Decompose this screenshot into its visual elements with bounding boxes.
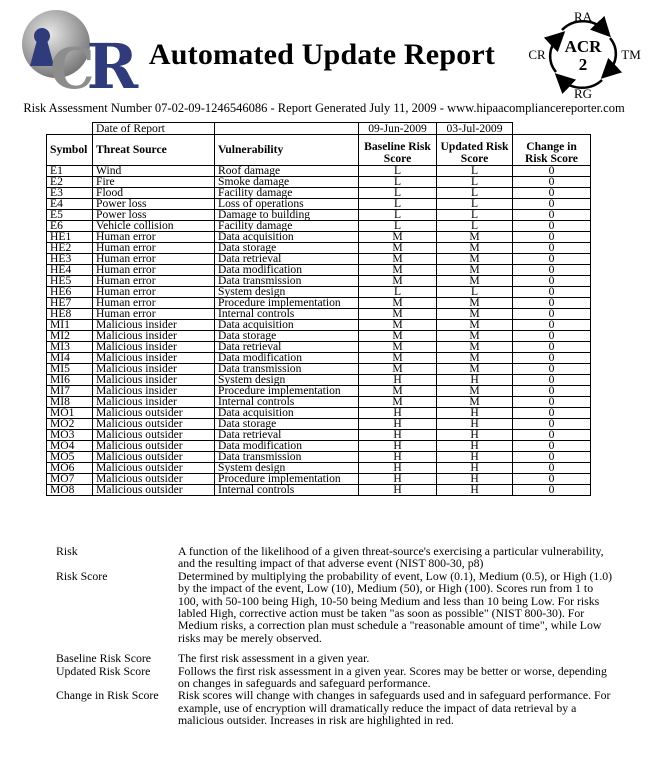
vulnerability-cell: Data transmission xyxy=(215,276,359,287)
updated-score-cell: M xyxy=(437,386,513,397)
change-score-cell: 0 xyxy=(513,177,591,188)
vulnerability-cell: Damage to building xyxy=(215,210,359,221)
updated-score-cell: H xyxy=(437,463,513,474)
vulnerability-cell: Data storage xyxy=(215,243,359,254)
vulnerability-cell: Procedure implementation xyxy=(215,474,359,485)
risk-table xyxy=(46,122,591,496)
symbol-cell: MO7 xyxy=(47,474,93,485)
updated-score-cell: M xyxy=(437,331,513,342)
vulnerability-cell: Data modification xyxy=(215,265,359,276)
symbol-cell: MO1 xyxy=(47,408,93,419)
updated-score-cell: M xyxy=(437,265,513,276)
symbol-cell: MO2 xyxy=(47,419,93,430)
symbol-cell: E4 xyxy=(47,199,93,210)
keyhole-logo-icon xyxy=(12,4,139,103)
symbol-cell: HE6 xyxy=(47,287,93,298)
change-score-cell: 0 xyxy=(513,188,591,199)
logo-left-label: CR xyxy=(528,47,546,62)
vulnerability-cell: Procedure implementation xyxy=(215,386,359,397)
definition-term: Baseline Risk Score xyxy=(56,651,152,666)
change-score-cell: 0 xyxy=(513,221,591,232)
definition-item xyxy=(56,689,616,726)
change-score-cell: 0 xyxy=(513,397,591,408)
baseline-score-cell: L xyxy=(359,210,437,221)
logo-right-label: TM xyxy=(621,47,641,62)
updated-score-cell: M xyxy=(437,298,513,309)
vulnerability-cell: Internal controls xyxy=(215,309,359,320)
updated-score-cell: L xyxy=(437,210,513,221)
symbol-cell: MI1 xyxy=(47,320,93,331)
change-score-cell: 0 xyxy=(513,430,591,441)
definition-text: Follows the first risk assessment in a given year. Scores may be better or worse, depending on changes in safeguards and safeguard performance. xyxy=(178,663,607,691)
vulnerability-cell: Data modification xyxy=(215,441,359,452)
updated-score-cell: H xyxy=(437,485,513,496)
vulnerability-cell: Data storage xyxy=(215,419,359,430)
symbol-cell: MI6 xyxy=(47,375,93,386)
threat-source-cell: Human error xyxy=(93,265,215,276)
updated-score-cell: H xyxy=(437,375,513,386)
updated-score-cell: L xyxy=(437,166,513,177)
updated-date: 03-Jul-2009 xyxy=(437,123,513,135)
baseline-score-cell: M xyxy=(359,243,437,254)
symbol-cell: E6 xyxy=(47,221,93,232)
baseline-score-cell: H xyxy=(359,474,437,485)
vulnerability-cell: Data transmission xyxy=(215,364,359,375)
col-vulnerability: Vulnerability xyxy=(215,135,359,166)
col-change: Change in Risk Score xyxy=(513,135,591,166)
symbol-cell: MO8 xyxy=(47,485,93,496)
definition-item xyxy=(56,665,616,690)
threat-source-cell: Malicious insider xyxy=(93,342,215,353)
baseline-score-cell: H xyxy=(359,441,437,452)
vulnerability-cell: Data retrieval xyxy=(215,430,359,441)
symbol-cell: MO3 xyxy=(47,430,93,441)
baseline-score-cell: M xyxy=(359,309,437,320)
baseline-score-cell: H xyxy=(359,408,437,419)
change-score-cell: 0 xyxy=(513,199,591,210)
symbol-cell: MI8 xyxy=(47,397,93,408)
symbol-cell: HE8 xyxy=(47,309,93,320)
definition-text: The first risk assessment in a given year. xyxy=(178,651,370,666)
threat-source-cell: Power loss xyxy=(93,199,215,210)
logo-bottom-label: RG xyxy=(573,86,593,101)
vulnerability-cell: Data acquisition xyxy=(215,320,359,331)
threat-source-cell: Malicious outsider xyxy=(93,430,215,441)
threat-source-cell: Human error xyxy=(93,243,215,254)
change-score-cell: 0 xyxy=(513,342,591,353)
baseline-score-cell: L xyxy=(359,177,437,188)
report-subtitle: Risk Assessment Number 07-02-09-1246546086 - Report Generated July 11, 2009 - www.hipaacompliancereporter.com xyxy=(23,101,625,115)
logo-center-label: ACR xyxy=(564,37,602,56)
updated-score-cell: L xyxy=(437,177,513,188)
baseline-score-cell: H xyxy=(359,485,437,496)
baseline-score-cell: H xyxy=(359,430,437,441)
page-title: Automated Update Report xyxy=(148,38,496,71)
threat-source-cell: Human error xyxy=(93,276,215,287)
symbol-cell: HE2 xyxy=(47,243,93,254)
header-row xyxy=(47,135,591,166)
vulnerability-cell: Loss of operations xyxy=(215,199,359,210)
threat-source-cell: Vehicle collision xyxy=(93,221,215,232)
vulnerability-cell: Data storage xyxy=(215,331,359,342)
change-score-cell: 0 xyxy=(513,232,591,243)
baseline-score-cell: M xyxy=(359,342,437,353)
threat-source-cell: Malicious outsider xyxy=(93,452,215,463)
threat-source-cell: Malicious outsider xyxy=(93,408,215,419)
threat-source-cell: Malicious insider xyxy=(93,386,215,397)
threat-source-cell: Wind xyxy=(93,166,215,177)
definition-item xyxy=(56,545,616,570)
symbol-cell: MO4 xyxy=(47,441,93,452)
threat-source-cell: Malicious insider xyxy=(93,364,215,375)
change-score-cell: 0 xyxy=(513,331,591,342)
symbol-cell: MI4 xyxy=(47,353,93,364)
date-row xyxy=(47,123,591,135)
change-score-cell: 0 xyxy=(513,309,591,320)
baseline-score-cell: M xyxy=(359,320,437,331)
updated-score-cell: L xyxy=(437,221,513,232)
change-score-cell: 0 xyxy=(513,320,591,331)
change-score-cell: 0 xyxy=(513,419,591,430)
threat-source-cell: Malicious insider xyxy=(93,353,215,364)
threat-source-cell: Malicious outsider xyxy=(93,485,215,496)
symbol-cell: MI5 xyxy=(47,364,93,375)
definitions xyxy=(56,545,616,727)
threat-source-cell: Malicious insider xyxy=(93,331,215,342)
baseline-score-cell: M xyxy=(359,364,437,375)
table-row xyxy=(47,166,591,177)
vulnerability-cell: Smoke damage xyxy=(215,177,359,188)
updated-score-cell: M xyxy=(437,232,513,243)
threat-source-cell: Malicious outsider xyxy=(93,474,215,485)
change-score-cell: 0 xyxy=(513,276,591,287)
vulnerability-cell: Data retrieval xyxy=(215,342,359,353)
definition-text: Risk scores will change with changes in safeguards used and in safeguard performance. For example, use of encryption will dramatically reduce the impact of data retrieval by a malicious outsider. Increases in risk are highlighted in red. xyxy=(178,688,611,728)
change-score-cell: 0 xyxy=(513,474,591,485)
vulnerability-cell: System design xyxy=(215,463,359,474)
table-row xyxy=(47,485,591,496)
vulnerability-cell: Data acquisition xyxy=(215,408,359,419)
baseline-score-cell: L xyxy=(359,287,437,298)
acr-logo xyxy=(12,4,139,103)
symbol-cell: MI2 xyxy=(47,331,93,342)
vulnerability-cell: Facility damage xyxy=(215,188,359,199)
logo-letters: CR xyxy=(50,30,139,103)
vulnerability-cell: Internal controls xyxy=(215,485,359,496)
change-score-cell: 0 xyxy=(513,243,591,254)
col-threat-source: Threat Source xyxy=(93,135,215,166)
updated-score-cell: M xyxy=(437,353,513,364)
col-baseline: Baseline Risk Score xyxy=(359,135,437,166)
change-score-cell: 0 xyxy=(513,210,591,221)
change-score-cell: 0 xyxy=(513,375,591,386)
baseline-score-cell: H xyxy=(359,463,437,474)
change-score-cell: 0 xyxy=(513,353,591,364)
table-row xyxy=(47,177,591,188)
symbol-cell: E3 xyxy=(47,188,93,199)
threat-source-cell: Malicious insider xyxy=(93,397,215,408)
baseline-date: 09-Jun-2009 xyxy=(359,123,437,135)
updated-score-cell: M xyxy=(437,320,513,331)
vulnerability-cell: Data acquisition xyxy=(215,232,359,243)
change-score-cell: 0 xyxy=(513,265,591,276)
baseline-score-cell: H xyxy=(359,375,437,386)
threat-source-cell: Malicious insider xyxy=(93,375,215,386)
date-of-report-label: Date of Report xyxy=(93,123,215,135)
updated-score-cell: H xyxy=(437,452,513,463)
change-score-cell: 0 xyxy=(513,386,591,397)
change-score-cell: 0 xyxy=(513,463,591,474)
baseline-score-cell: M xyxy=(359,353,437,364)
definition-term: Risk Score xyxy=(56,568,108,583)
updated-score-cell: H xyxy=(437,419,513,430)
symbol-cell: HE7 xyxy=(47,298,93,309)
symbol-cell: E5 xyxy=(47,210,93,221)
threat-source-cell: Human error xyxy=(93,254,215,265)
change-score-cell: 0 xyxy=(513,364,591,375)
definition-term: Change in Risk Score xyxy=(56,688,159,703)
baseline-score-cell: M xyxy=(359,254,437,265)
threat-source-cell: Malicious outsider xyxy=(93,419,215,430)
baseline-score-cell: L xyxy=(359,199,437,210)
threat-source-cell: Malicious insider xyxy=(93,320,215,331)
baseline-score-cell: M xyxy=(359,276,437,287)
change-score-cell: 0 xyxy=(513,452,591,463)
updated-score-cell: L xyxy=(437,199,513,210)
baseline-score-cell: M xyxy=(359,265,437,276)
updated-score-cell: H xyxy=(437,430,513,441)
definition-item xyxy=(56,652,616,664)
updated-score-cell: M xyxy=(437,309,513,320)
updated-score-cell: M xyxy=(437,243,513,254)
change-score-cell: 0 xyxy=(513,166,591,177)
baseline-score-cell: M xyxy=(359,397,437,408)
vulnerability-cell: Facility damage xyxy=(215,221,359,232)
threat-source-cell: Flood xyxy=(93,188,215,199)
logo-top-label: RA xyxy=(573,9,593,24)
updated-score-cell: M xyxy=(437,254,513,265)
baseline-score-cell: M xyxy=(359,298,437,309)
definition-text: A function of the likelihood of a given threat-source's exercising a particular vulnerability, and the resulting impact of that adverse event (NIST 800-30, p8) xyxy=(178,544,604,571)
baseline-score-cell: H xyxy=(359,452,437,463)
vulnerability-cell: Data modification xyxy=(215,353,359,364)
vulnerability-cell: Roof damage xyxy=(215,166,359,177)
baseline-score-cell: H xyxy=(359,419,437,430)
updated-score-cell: M xyxy=(437,276,513,287)
threat-source-cell: Fire xyxy=(93,177,215,188)
change-score-cell: 0 xyxy=(513,254,591,265)
symbol-cell: MO6 xyxy=(47,463,93,474)
definition-term: Updated Risk Score xyxy=(56,663,151,678)
change-score-cell: 0 xyxy=(513,287,591,298)
threat-source-cell: Power loss xyxy=(93,210,215,221)
definition-text: Determined by multiplying the probability of event, Low (0.1), Medium (0.5), or High (1.0) by the impact of the event, Low (10), Medium (50), or High (100). Scores run from 1 to 100, with 50-100 being High, 10-50 being Medium and less than 10 being Low. For risks labled High, corrective action must be taken "as soon as possible" (NIST 800-30). For Medium risks, a correction plan must schedule a "reasonable amount of time", while Low risks may be merely observed. xyxy=(178,568,613,645)
updated-score-cell: H xyxy=(437,441,513,452)
col-updated: Updated Risk Score xyxy=(437,135,513,166)
vulnerability-cell: Data retrieval xyxy=(215,254,359,265)
baseline-score-cell: L xyxy=(359,166,437,177)
updated-score-cell: L xyxy=(437,188,513,199)
threat-source-cell: Human error xyxy=(93,298,215,309)
vulnerability-cell: Procedure implementation xyxy=(215,298,359,309)
col-symbol: Symbol xyxy=(47,135,93,166)
definition-item xyxy=(56,570,616,644)
updated-score-cell: M xyxy=(437,397,513,408)
symbol-cell: MI3 xyxy=(47,342,93,353)
vulnerability-cell: Internal controls xyxy=(215,397,359,408)
threat-source-cell: Malicious outsider xyxy=(93,463,215,474)
updated-score-cell: L xyxy=(437,287,513,298)
baseline-score-cell: M xyxy=(359,232,437,243)
threat-source-cell: Human error xyxy=(93,232,215,243)
updated-score-cell: M xyxy=(437,342,513,353)
vulnerability-cell: System design xyxy=(215,287,359,298)
logo-number: 2 xyxy=(578,55,588,74)
symbol-cell: HE1 xyxy=(47,232,93,243)
vulnerability-cell: System design xyxy=(215,375,359,386)
threat-source-cell: Malicious outsider xyxy=(93,441,215,452)
updated-score-cell: H xyxy=(437,474,513,485)
change-score-cell: 0 xyxy=(513,485,591,496)
symbol-cell: MI7 xyxy=(47,386,93,397)
change-score-cell: 0 xyxy=(513,441,591,452)
updated-score-cell: M xyxy=(437,364,513,375)
change-score-cell: 0 xyxy=(513,298,591,309)
symbol-cell: HE4 xyxy=(47,265,93,276)
baseline-score-cell: L xyxy=(359,221,437,232)
updated-score-cell: H xyxy=(437,408,513,419)
change-score-cell: 0 xyxy=(513,408,591,419)
baseline-score-cell: L xyxy=(359,188,437,199)
definition-term: Risk xyxy=(56,544,78,558)
acr2-cycle-logo xyxy=(524,8,642,100)
symbol-cell: HE5 xyxy=(47,276,93,287)
symbol-cell: E2 xyxy=(47,177,93,188)
cycle-arrows-icon xyxy=(524,8,642,100)
symbol-cell: MO5 xyxy=(47,452,93,463)
baseline-score-cell: M xyxy=(359,386,437,397)
symbol-cell: HE3 xyxy=(47,254,93,265)
vulnerability-cell: Data transmission xyxy=(215,452,359,463)
threat-source-cell: Human error xyxy=(93,309,215,320)
threat-source-cell: Human error xyxy=(93,287,215,298)
symbol-cell: E1 xyxy=(47,166,93,177)
baseline-score-cell: M xyxy=(359,331,437,342)
